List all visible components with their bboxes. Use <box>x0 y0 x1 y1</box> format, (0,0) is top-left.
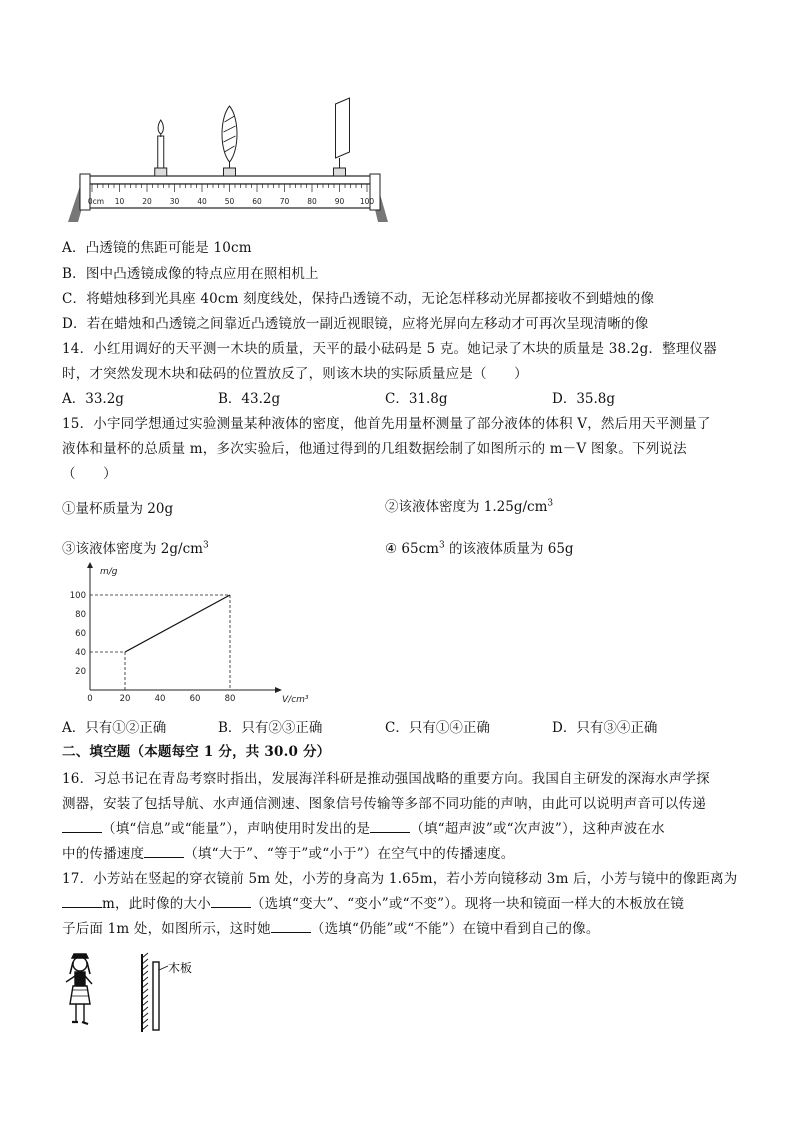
y-tick-label: 60 <box>75 629 86 639</box>
q15-option-c: C．只有①④正确 <box>385 720 490 736</box>
scale-label: 0cm <box>87 197 105 206</box>
q14-option-b: B．43.2g <box>218 391 281 407</box>
scale-label: 80 <box>307 197 317 206</box>
light-screen <box>334 98 350 176</box>
q17-blank-2[interactable] <box>211 895 251 908</box>
q16-line4: 中的传播速度 （填“大于”、“等于”或“小于”）在空气中的传播速度。 <box>62 846 515 862</box>
x-tick-label: 0 <box>87 694 93 704</box>
scale-label: 90 <box>334 197 345 206</box>
q15-statement-4: ④ $65cm^3$ 的该液体质量为 65g <box>385 540 574 557</box>
q13-option-a: A．凸透镜的焦距可能是 10cm <box>62 240 252 256</box>
y-tick-label: 40 <box>75 648 86 658</box>
x-tick-label: 20 <box>119 694 131 704</box>
m-v-chart <box>60 562 320 712</box>
x-tick-label: 60 <box>189 694 201 704</box>
q16-blank-1[interactable] <box>62 820 102 833</box>
scale-label: 50 <box>224 197 235 206</box>
q13-option-b: B．图中凸透镜成像的特点应用在照相机上 <box>62 266 319 282</box>
y-tick-label: 100 <box>69 591 86 601</box>
board-label: 木板 <box>168 961 193 975</box>
q16-blank-2[interactable] <box>370 820 410 833</box>
scale-label: 60 <box>252 197 262 206</box>
q17-line3: 子后面 1m 处，如图所示，这时她 （选填“仍能”或“不能”）在镜中看到自己的像。 <box>62 921 600 937</box>
scale-label: 40 <box>197 197 207 206</box>
q17-line2: m，此时像的大小 （选填“变大”、“变小”或“不变”）。现将一块和镜面一样大的木板放在镜 <box>62 892 684 912</box>
x-tick-label: 80 <box>224 694 236 704</box>
scale-label: 70 <box>279 197 290 206</box>
q14-stem-line2: 时，才突然发现木块和砝码的位置放反了，则该木块的实际质量应是（ ） <box>62 366 528 382</box>
convex-lens <box>222 106 237 176</box>
x-axis-arrow <box>275 687 282 693</box>
q15-statement-1: ①量杯质量为 20g <box>62 501 174 517</box>
scale-label: 100 <box>359 197 375 206</box>
q13-option-d: D．若在蜡烛和凸透镜之间靠近凸透镜放一副近视眼镜，应将光屏向左移动才可再次呈现清晰的像 <box>62 316 649 332</box>
x-axis-label: V/cm³ <box>282 695 309 705</box>
q15-stem-line3: （ ） <box>62 466 117 482</box>
q16-line3: （填“信息”或“能量”），声呐使用时发出的是 （填“超声波”或“次声波”），这种声波在水 <box>62 817 665 837</box>
q15-option-b: B．只有②③正确 <box>218 720 323 736</box>
y-axis-arrow <box>87 562 93 568</box>
q17-blank-1[interactable] <box>62 895 102 908</box>
q15-option-a: A．只有①②正确 <box>62 720 167 736</box>
y-tick-label: 20 <box>75 667 86 677</box>
girl-figure <box>66 954 92 1024</box>
wood-board <box>153 962 168 1030</box>
q14-stem-line1: 14．小红用调好的天平测一木块的质量，天平的最小砝码是 5 克。她记录了木块的质量是 38.2g．整理仪器 <box>62 341 717 357</box>
scale-label: 30 <box>169 197 180 206</box>
q14-option-c: C．31.8g <box>385 391 448 407</box>
scale-label: 10 <box>114 197 125 206</box>
q16-line2: 测器，安装了包括导航、水声通信测速、图象信号传输等多部不同功能的声呐，由此可以说明声音可以传递 <box>62 796 706 812</box>
bench-rail <box>80 176 378 184</box>
q14-option-a: A．33.2g <box>62 391 124 407</box>
q14-option-d: D．35.8g <box>552 391 616 407</box>
q15-statement-3: ③该液体密度为 $2g/cm^3$ <box>62 540 209 557</box>
series-line <box>125 595 230 652</box>
q15-stem-line2: 液体和量杯的总质量 m，多次实验后，他通过得到的几组数据绘制了如图所示的 m－V 图象。下列说法 <box>62 441 687 457</box>
mirror <box>142 953 148 1032</box>
q16-line1: 16．习总书记在青岛考察时指出，发展海洋科研是推动强国战略的重要方向。我国自主研发的深海水声学探 <box>62 771 710 787</box>
q17-blank-3[interactable] <box>271 920 311 933</box>
q15-stem-line1: 15．小宇同学想通过实验测量某种液体的密度，他首先用量杯测量了部分液体的体积 V，然后用天平测量了 <box>62 416 711 432</box>
y-tick-label: 80 <box>75 610 86 620</box>
mirror-board-figure <box>64 952 204 1034</box>
q15-option-d: D．只有③④正确 <box>552 720 658 736</box>
section-2-heading: 二、填空题（本题每空 1 分，共 30.0 分） <box>62 744 331 760</box>
q16-blank-3[interactable] <box>144 845 184 858</box>
candle <box>155 120 167 176</box>
x-tick-label: 40 <box>154 694 166 704</box>
q15-statement-2: ②该液体密度为 $1.25g/cm^3$ <box>385 498 554 515</box>
y-axis-label: m/g <box>100 567 118 577</box>
q17-line1: 17．小芳站在竖起的穿衣镜前 5m 处，小芳的身高为 1.65m，若小芳向镜移动 3m 后，小芳与镜中的像距离为 <box>62 871 738 887</box>
q13-option-c: C．将蜡烛移到光具座 40cm 刻度线处，保持凸透镜不动，无论怎样移动光屏都接收不到蜡烛的像 <box>62 291 655 307</box>
optical-bench-figure <box>64 92 394 224</box>
scale-label: 20 <box>142 197 152 206</box>
